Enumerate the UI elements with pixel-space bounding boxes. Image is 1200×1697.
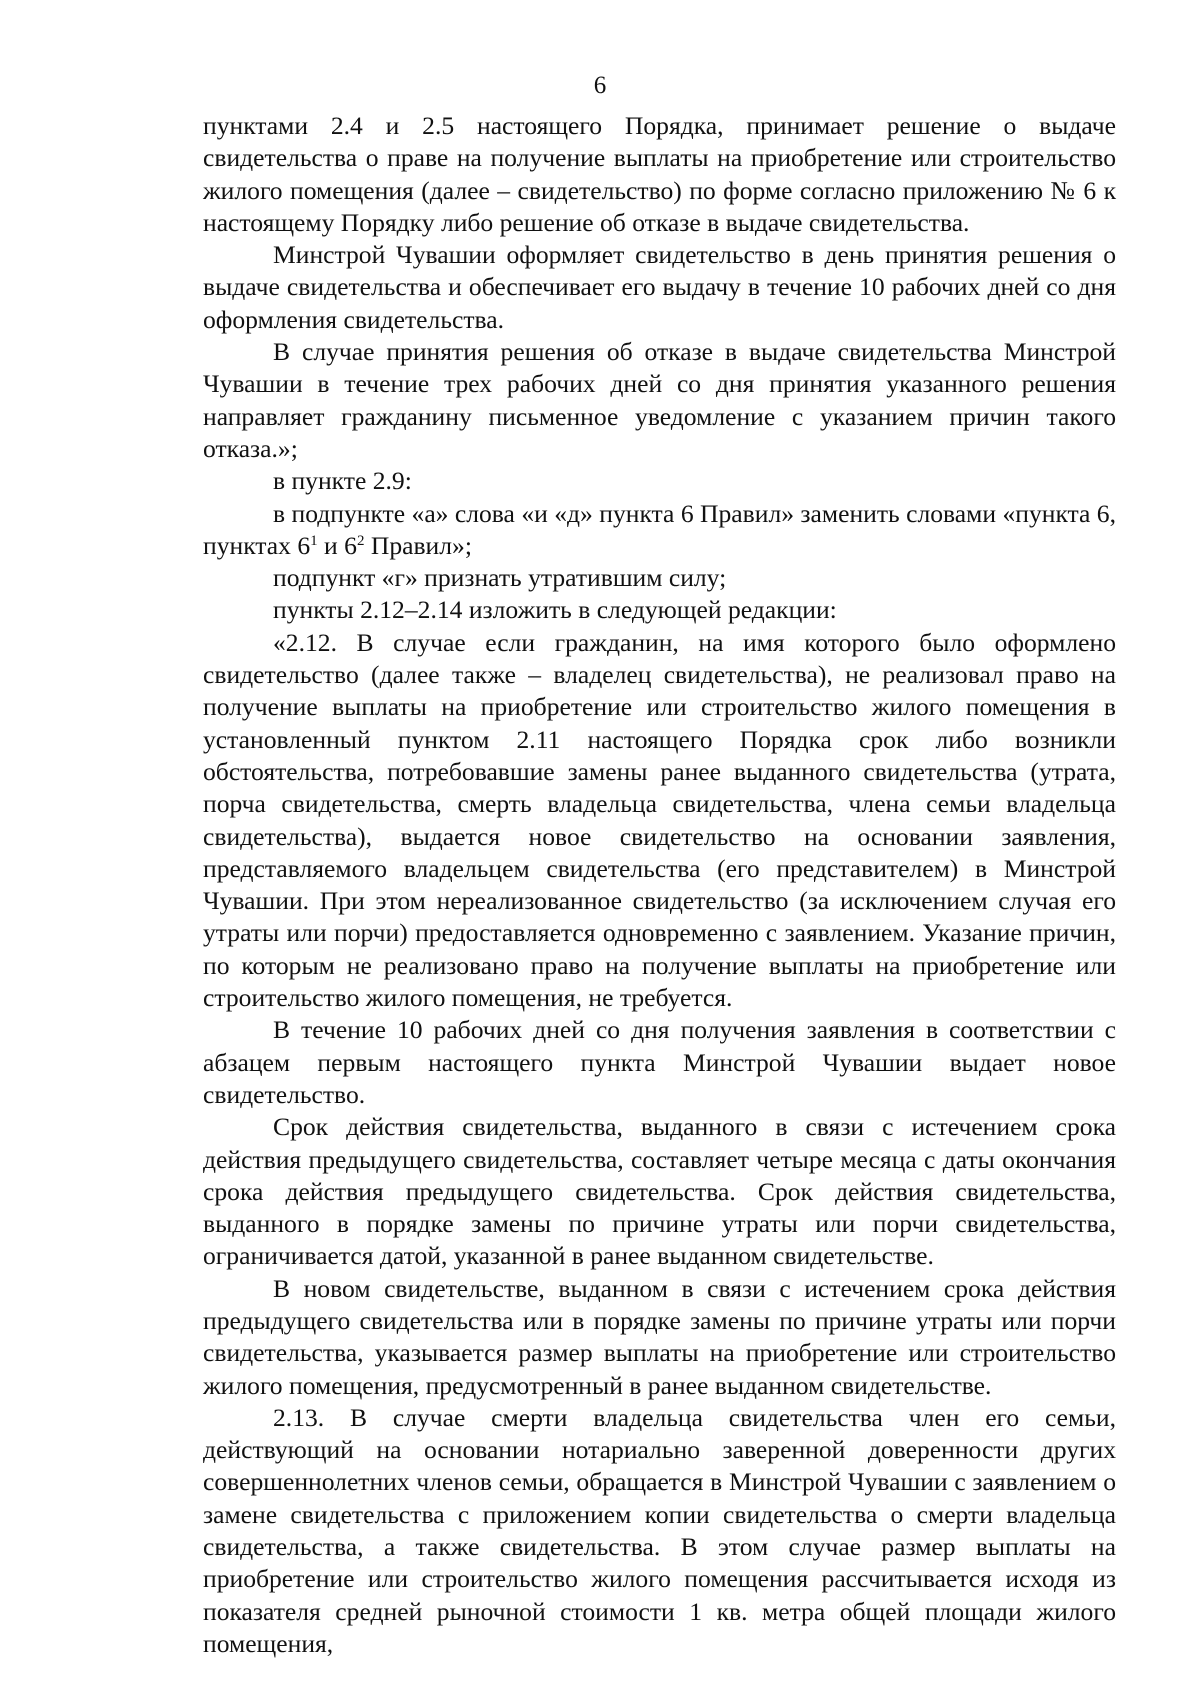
paragraph-2: Минстрой Чувашии оформляет свидетельство в день принятия решения о выдаче свидетельства и обеспечивает его выдачу в течение 10 рабочих дней со дня оформления свидетельства.: [203, 240, 1116, 334]
paragraph-10: Срок действия свидетельства, выданного в связи с истечением срока действия предыдущего свидетельства, составляет четыре месяца с даты окончания срока действия предыдущего свидетельства. Срок действия свидетельства, выданного в порядке замены по причине утраты или порчи свидетельства, ограничивается датой, указанной в ранее выданном свидетельстве.: [203, 1112, 1116, 1271]
paragraph-5-text-1: в подпункте «а» слова «и «д» пункта 6 Правил» заменить словами «пункта 6, пунктах 6: [203, 498, 1116, 560]
paragraph-1: пунктами 2.4 и 2.5 настоящего Порядка, принимает решение о выдаче свидетельства о праве на получение выплаты на приобретение или строительство жилого помещения (далее – свидетельство) по форме согласно приложению № 6 к настоящему Порядку либо решение об отказе в выдаче свидетельства.: [203, 111, 1116, 237]
superscript-1: 1: [310, 532, 318, 549]
paragraph-7: пункты 2.12–2.14 изложить в следующей редакции:: [273, 595, 837, 625]
paragraph-9: В течение 10 рабочих дней со дня получения заявления в соответствии с абзацем первым настоящего пункта Минстрой Чувашии выдает новое свидетельство.: [203, 1015, 1116, 1109]
paragraph-11: В новом свидетельстве, выданном в связи с истечением срока действия предыдущего свидетельства или в порядке замены по причине утраты или порчи свидетельства, указывается размер выплаты на приобретение или строительство жилого помещения, предусмотренный в ранее выданном свидетельстве.: [203, 1273, 1116, 1400]
paragraph-8: «2.12. В случае если гражданин, на имя которого было оформлено свидетельство (далее также – владелец свидетельства), не реализовал право на получение выплаты на приобретение или строительство жилого помещения в установленный пунктом 2.11 настоящего Порядка срок либо возникли обстоятельства, потребовавшие замены ранее выданного свидетельства (утрата, порча свидетельства, смерть владельца свидетельства, члена семьи владельца свидетельства), выдается новое свидетельство на основании заявления, представляемого владельцем свидетельства (его представителем) в Минстрой Чувашии. При этом нереализованное свидетельство (за исключением случая его утраты или порчи) предоставляется одновременно с заявлением. Указание причин, по которым не реализовано право на получение выплаты на приобретение или строительство жилого помещения, не требуется.: [203, 627, 1116, 1013]
paragraph-6: подпункт «г» признать утратившим силу;: [273, 563, 727, 593]
paragraph-4: в пункте 2.9:: [273, 466, 412, 496]
paragraph-5-text-3: Правил»;: [364, 530, 472, 560]
paragraph-5-text-2: и 6: [317, 530, 357, 560]
paragraph-5: [203, 498, 1116, 563]
paragraph-12: 2.13. В случае смерти владельца свидетельства член его семьи, действующий на основании нотариально заверенной доверенности других совершеннолетних членов семьи, обращается в Минстрой Чувашии с заявлением о замене свидетельства с приложением копии свидетельства о смерти владельца свидетельства, а также свидетельства. В этом случае размер выплаты на приобретение или строительство жилого помещения рассчитывается исходя из показателя средней рыночной стоимости 1 кв. метра общей площади жилого помещения,: [203, 1402, 1116, 1658]
document-body: [203, 110, 1116, 1660]
superscript-2: 2: [356, 532, 365, 549]
page-number: 6: [593, 72, 607, 99]
paragraph-3: В случае принятия решения об отказе в выдаче свидетельства Минстрой Чувашии в течение трех рабочих дней со дня принятия указанного решения направляет гражданину письменное уведомление с указанием причин такого отказа.»;: [203, 337, 1116, 463]
